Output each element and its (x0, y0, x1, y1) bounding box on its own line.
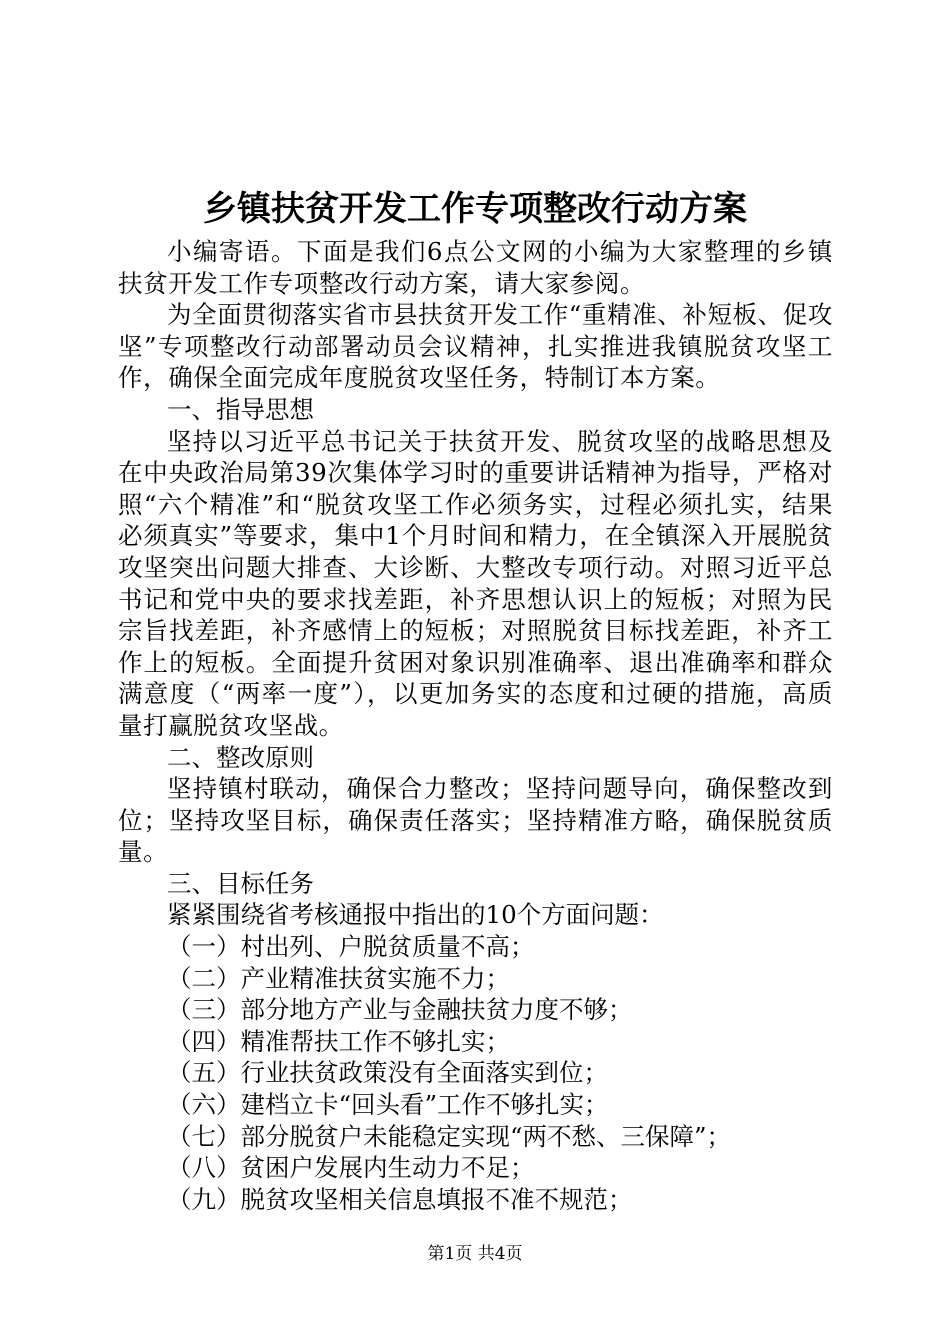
section-heading-goals-tasks: 三、目标任务 (167, 868, 314, 898)
intro-paragraph: 小编寄语。下面是我们6点公文网的小编为大家整理的乡镇扶贫开发工作专项整改行动方案，请大家参阅。 (118, 237, 833, 298)
list-item: （一）村出列、户脱贫质量不高； (167, 932, 535, 962)
document-body (118, 236, 833, 1215)
list-item: （四）精准帮扶工作不够扎实； (167, 1026, 510, 1056)
list-item: （二）产业精准扶贫实施不力； (167, 963, 510, 993)
goals-tasks-lead: 紧紧围绕省考核通报中指出的10个方面问题： (167, 900, 664, 930)
list-item: （八）贫困户发展内生动力不足； (167, 1153, 535, 1183)
list-item: （七）部分脱贫户未能稳定实现“两不愁、三保障”； (167, 1121, 732, 1151)
section-heading-guiding-ideology: 一、指导思想 (167, 394, 314, 424)
section-heading-rectification-principles: 二、整改原则 (167, 742, 314, 772)
list-item: （五）行业扶贫政策没有全面落实到位； (167, 1058, 608, 1088)
page-number-footer: 第1页 共4页 (427, 1244, 523, 1264)
list-item: （三）部分地方产业与金融扶贫力度不够； (167, 995, 633, 1025)
document-title: 乡镇扶贫开发工作专项整改行动方案 (203, 189, 747, 229)
rectification-principles-paragraph: 坚持镇村联动，确保合力整改；坚持问题导向，确保整改到位；坚持攻坚目标，确保责任落实；坚持精准方略，确保脱贫质量。 (118, 774, 833, 867)
guiding-ideology-paragraph: 坚持以习近平总书记关于扶贫开发、脱贫攻坚的战略思想及在中央政治局第39次集体学习时的重要讲话精神为指导，严格对照“六个精准”和“脱贫攻坚工作必须务实，过程必须扎实，结果必须真实”等要求，集中1个月时间和精力，在全镇深入开展脱贫攻坚突出问题大排查、大诊断、大整改专项行动。对照习近平总书记和党中央的要求找差距，补齐思想认识上的短板；对照为民宗旨找差距，补齐感情上的短板；对照脱贫目标找差距，补齐工作上的短板。全面提升贫困对象识别准确率、退出准确率和群众满意度（“两率一度”），以更加务实的态度和过硬的措施，高质量打赢脱贫攻坚战。 (118, 426, 833, 740)
preamble-paragraph: 为全面贯彻落实省市县扶贫开发工作“重精准、补短板、促攻坚”专项整改行动部署动员会议精神，扎实推进我镇脱贫攻坚工作，确保全面完成年度脱贫攻坚任务，特制订本方案。 (118, 300, 833, 393)
list-item: （九）脱贫攻坚相关信息填报不准不规范； (167, 1184, 633, 1214)
list-item: （六）建档立卡“回头看”工作不够扎实； (167, 1090, 609, 1120)
